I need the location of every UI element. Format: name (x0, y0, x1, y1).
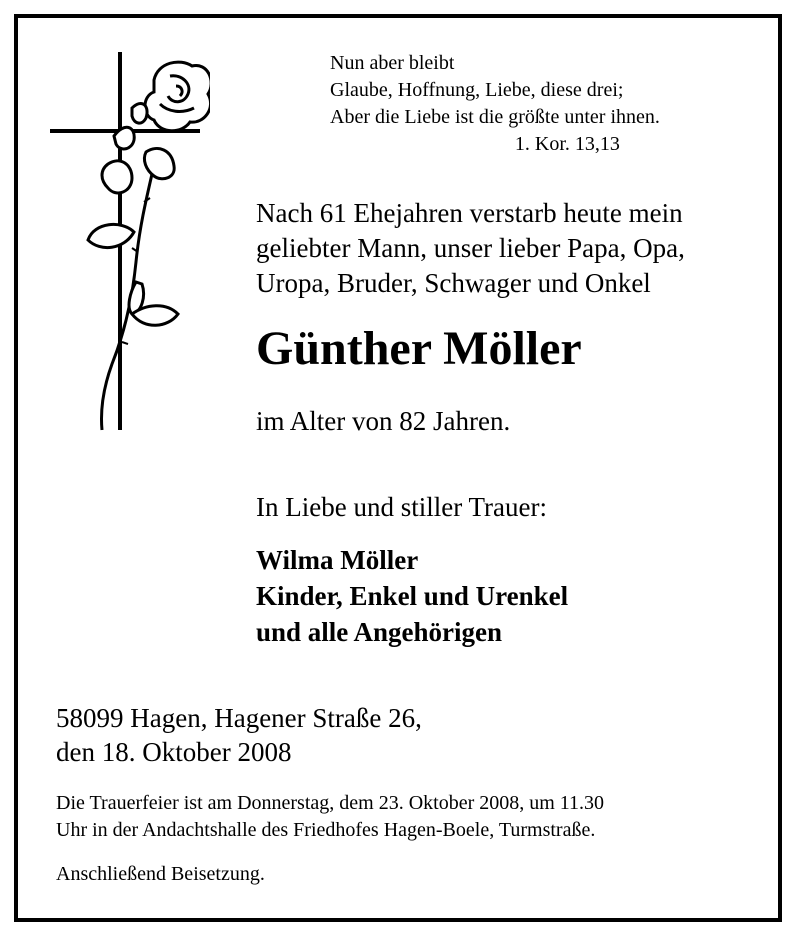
death-announcement (256, 196, 685, 301)
funeral-service-info (56, 790, 604, 844)
age-text: im Alter von 82 Jahren. (256, 406, 511, 436)
mourning-text: In Liebe und stiller Trauer: (256, 492, 547, 522)
verse-line: Nun aber bleibt (330, 52, 455, 74)
mourners-list (256, 542, 568, 650)
burial-info: Anschließend Beisetzung. (56, 863, 265, 885)
mourner-name: Wilma Möller (256, 545, 419, 575)
cross-with-rose-icon (50, 52, 210, 432)
mourner-name: und alle Angehörigen (256, 617, 503, 647)
service-line: Die Trauerfeier ist am Donnerstag, dem 23. Oktober 2008, um 11.30 (56, 792, 605, 814)
announcement-line: Uropa, Bruder, Schwager und Onkel (256, 268, 651, 298)
service-line: Uhr in der Andachtshalle des Friedhofes Hagen-Boele, Turmstraße. (56, 819, 596, 841)
date-line: den 18. Oktober 2008 (56, 737, 292, 767)
address-and-date (56, 701, 422, 769)
address-line: 58099 Hagen, Hagener Straße 26, (56, 703, 422, 733)
announcement-line: geliebter Mann, unser lieber Papa, Opa, (256, 233, 685, 263)
deceased-name: Günther Möller (256, 322, 582, 375)
verse-line: Aber die Liebe ist die größte unter ihnen. (330, 106, 660, 128)
verse-reference: 1. Kor. 13,13 (514, 133, 620, 155)
verse-line: Glaube, Hoffnung, Liebe, diese drei; (330, 79, 624, 101)
announcement-line: Nach 61 Ehejahren verstarb heute mein (256, 198, 683, 228)
obituary-notice (14, 14, 782, 922)
bible-verse (330, 50, 660, 158)
mourner-name: Kinder, Enkel und Urenkel (256, 581, 569, 611)
